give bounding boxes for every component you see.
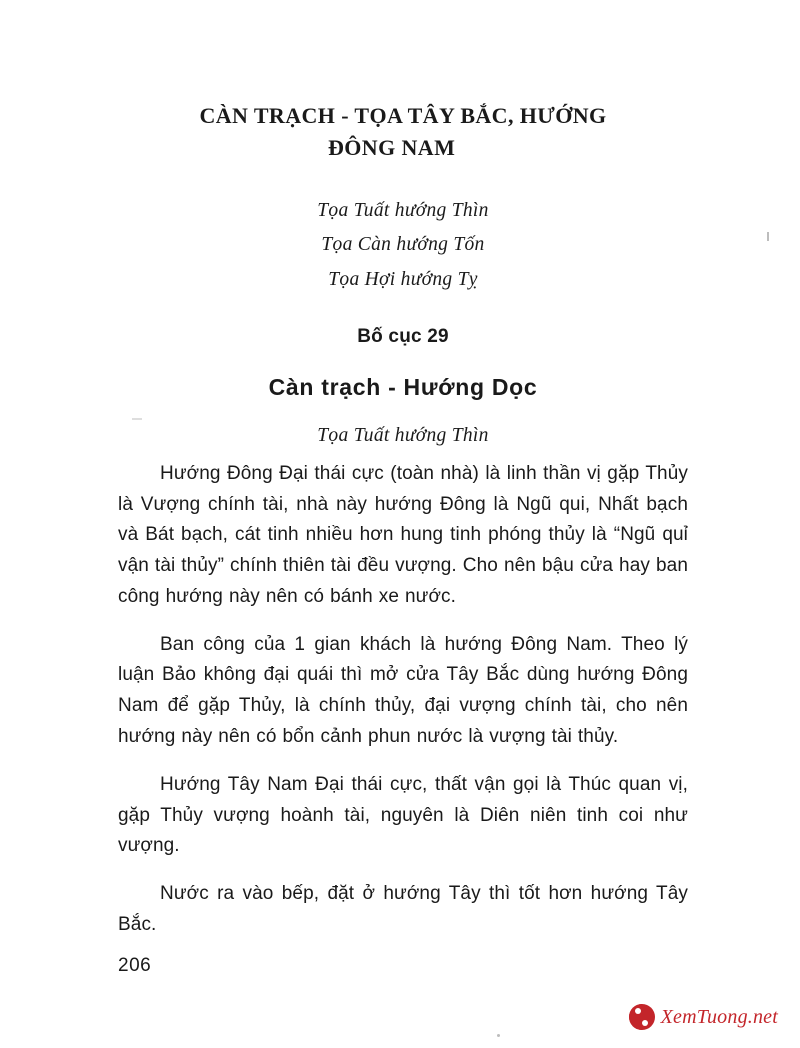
page-content [118, 100, 688, 941]
subtitle-group [118, 194, 688, 298]
watermark-text: XemTuong.net [660, 1005, 778, 1028]
section-heading: Càn trạch - Hướng Dọc [268, 373, 538, 400]
paragraph: Hướng Đông Đại thái cực (toàn nhà) là linh thần vị gặp Thủy là Vượng chính tài, nhà này hướng Đông là Ngũ qui, Nhất bạch và Bát bạch, cát tinh nhiều hơn hung tinh phóng thủy là “Ngũ quỉ vận tài thủy” chính thiên tài đều vượng. Cho nên bậu cửa hay ban công hướng này nên có bánh xe nước. [118, 462, 688, 607]
scan-artifact [132, 418, 142, 420]
layout-label: Bố cục 29 [357, 325, 449, 347]
body-text [118, 459, 688, 941]
page-title [118, 100, 688, 164]
page-title-line-2: ĐÔNG NAM [328, 134, 456, 160]
page-title-line-1: CÀN TRẠCH - TỌA TÂY BẮC, HƯỚNG [199, 103, 607, 128]
subtitle-line-2: Tọa Càn hướng Tốn [321, 234, 485, 256]
scan-artifact [767, 232, 769, 241]
paragraph: Nước ra vào bếp, đặt ở hướng Tây thì tốt hơn hướng Tây Bắc. [118, 883, 688, 935]
orientation-line: Tọa Tuất hướng Thìn [317, 424, 489, 446]
page-number: 206 [118, 955, 152, 976]
paragraph: Ban công của 1 gian khách là hướng Đông Nam. Theo lý luận Bảo không đại quái thì mở cửa Tây Bắc dùng hướng Đông Nam để gặp Thủy, là chính thủy, đại vượng chính tài, cho nên hướng này nên có bổn cảnh phun nước là vượng tài thủy. [118, 633, 688, 748]
watermark [629, 1004, 778, 1030]
subtitle-line-1: Tọa Tuất hướng Thìn [317, 199, 489, 221]
subtitle-line-3: Tọa Hợi hướng Tỵ [328, 269, 478, 291]
paragraph: Hướng Tây Nam Đại thái cực, thất vận gọi là Thúc quan vị, gặp Thủy vượng hoành tài, nguyên là Diên niên tinh coi như vượng. [118, 773, 688, 857]
scan-artifact [497, 1034, 500, 1037]
yin-yang-icon [629, 1004, 655, 1030]
